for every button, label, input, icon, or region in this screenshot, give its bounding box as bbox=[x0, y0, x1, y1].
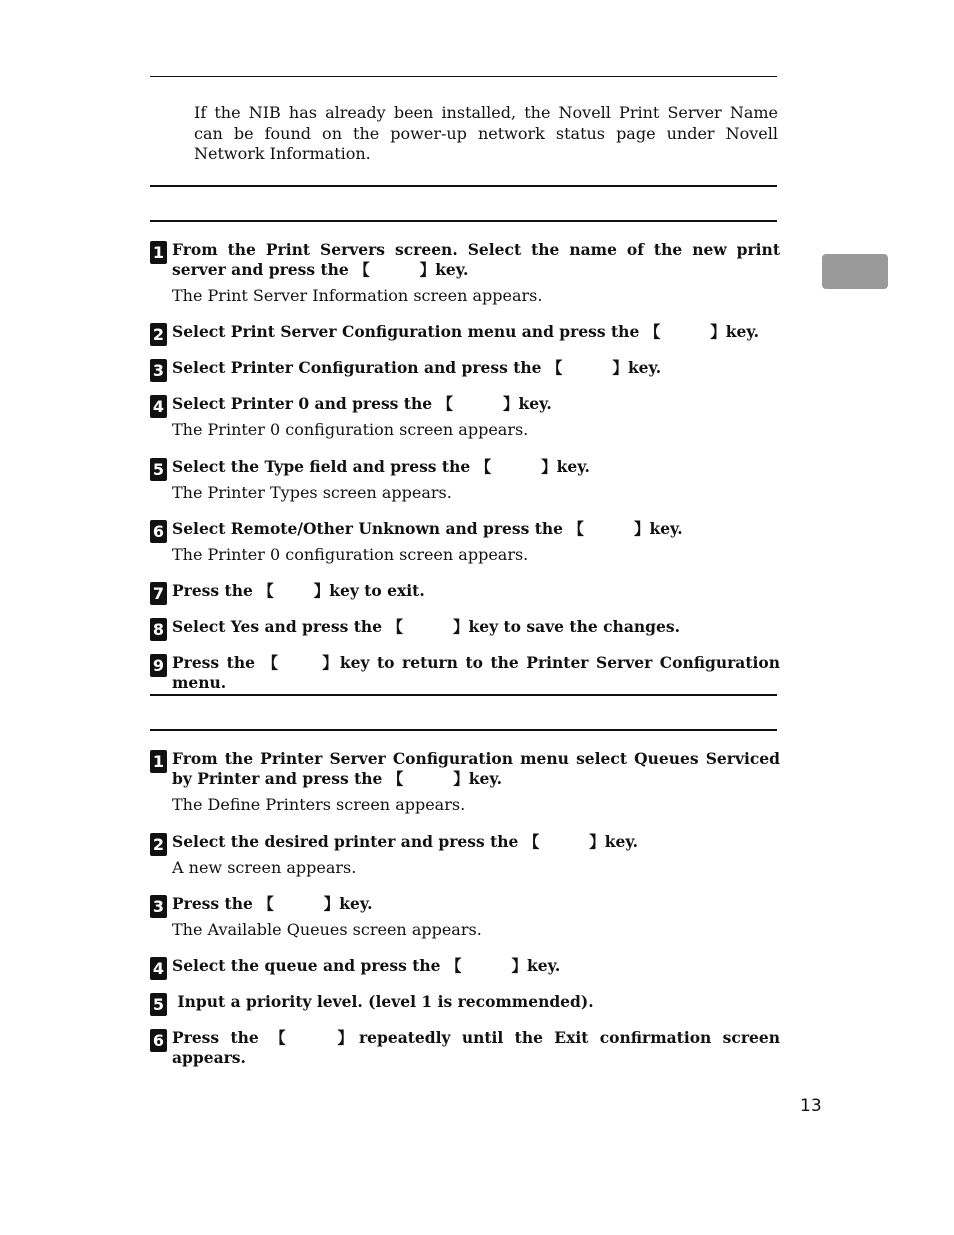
step-instruction: Press the 【 】key to return to the Printer Server Configuration menu. bbox=[172, 653, 780, 692]
chapter-tab-marker bbox=[822, 254, 888, 289]
note-text: If the NIB has already been installed, the Novell Print Server Name can be found on the power-up network status page under Novell Network Information. bbox=[194, 103, 778, 163]
step-instruction: Select the Type field and press the 【 】key. bbox=[172, 457, 590, 476]
step-number-badge: 5 bbox=[150, 458, 167, 481]
step-result: The Printer Types screen appears. bbox=[172, 483, 452, 502]
step-instruction: Select Printer 0 and press the 【 】key. bbox=[172, 394, 552, 413]
step-result: A new screen appears. bbox=[172, 858, 357, 877]
step-number-badge: 7 bbox=[150, 582, 167, 605]
step-instruction: Select Remote/Other Unknown and press the 【 】key. bbox=[172, 519, 683, 538]
step-number-badge: 2 bbox=[150, 833, 167, 856]
step-result: The Define Printers screen appears. bbox=[172, 795, 466, 814]
section1-step-3 bbox=[150, 358, 780, 378]
note-end-rule bbox=[150, 185, 777, 187]
section1-step-6 bbox=[150, 519, 780, 565]
step-instruction: Select Printer Configuration and press the 【 】key. bbox=[172, 358, 662, 377]
step-number-badge: 1 bbox=[150, 750, 167, 773]
section2-step-5 bbox=[150, 992, 780, 1012]
step-result: The Print Server Information screen appears. bbox=[172, 286, 543, 305]
step-result: The Available Queues screen appears. bbox=[172, 920, 482, 939]
step-number-badge: 1 bbox=[150, 241, 167, 264]
section2-step-2 bbox=[150, 832, 780, 878]
step-number-badge: 3 bbox=[150, 359, 167, 382]
step-instruction: Select Yes and press the 【 】key to save the changes. bbox=[172, 617, 680, 636]
step-instruction: From the Printer Server Configuration menu select Queues Serviced by Printer and press the 【 】key. bbox=[172, 749, 780, 788]
section1-step-2 bbox=[150, 322, 780, 342]
section1-step-7 bbox=[150, 581, 780, 601]
step-number-badge: 6 bbox=[150, 1029, 167, 1052]
step-number-badge: 9 bbox=[150, 654, 167, 677]
step-instruction: Input a priority level. (level 1 is recommended). bbox=[177, 992, 594, 1011]
section1-step-5 bbox=[150, 457, 780, 503]
step-result: The Printer 0 configuration screen appears. bbox=[172, 545, 529, 564]
top-rule bbox=[150, 76, 777, 77]
step-result: The Printer 0 configuration screen appears. bbox=[172, 420, 529, 439]
section1-rule bbox=[150, 220, 777, 222]
section1-step-8 bbox=[150, 617, 780, 637]
step-instruction: Press the 【 】key. bbox=[172, 894, 373, 913]
section2-rule bbox=[150, 729, 777, 731]
step-instruction: Select the desired printer and press the 【 】key. bbox=[172, 832, 639, 851]
section2-step-4 bbox=[150, 956, 780, 976]
section1-end-rule bbox=[150, 694, 777, 696]
section2-step-6 bbox=[150, 1028, 780, 1068]
section1-step-9 bbox=[150, 653, 780, 693]
section2-step-3 bbox=[150, 894, 780, 940]
section2-step-1 bbox=[150, 749, 780, 815]
step-instruction: Select Print Server Configuration menu and press the 【 】key. bbox=[172, 322, 759, 341]
step-instruction: Press the 【 】repeatedly until the Exit confirmation screen appears. bbox=[172, 1028, 780, 1067]
step-number-badge: 4 bbox=[150, 957, 167, 980]
step-number-badge: 8 bbox=[150, 618, 167, 641]
section1-step-4 bbox=[150, 394, 780, 440]
step-number-badge: 2 bbox=[150, 323, 167, 346]
section1-step-1 bbox=[150, 240, 780, 306]
step-number-badge: 5 bbox=[150, 993, 167, 1016]
step-instruction: Select the queue and press the 【 】key. bbox=[172, 956, 561, 975]
step-number-badge: 6 bbox=[150, 520, 167, 543]
step-instruction: Press the 【 】key to exit. bbox=[172, 581, 425, 600]
page-number: 13 bbox=[800, 1096, 822, 1116]
step-number-badge: 3 bbox=[150, 895, 167, 918]
step-number-badge: 4 bbox=[150, 395, 167, 418]
step-instruction: From the Print Servers screen. Select the name of the new print server and press the 【 】key. bbox=[172, 240, 780, 279]
